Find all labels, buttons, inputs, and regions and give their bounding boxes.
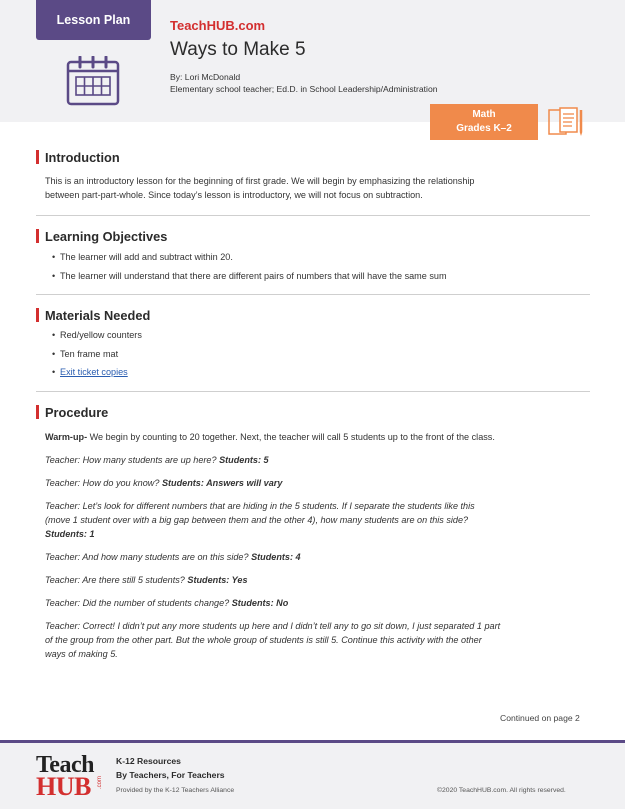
- warmup-paragraph: [36, 430, 590, 444]
- footer: [0, 740, 625, 809]
- materials-list: [36, 328, 590, 384]
- student-line: Students: 4: [248, 552, 301, 562]
- introduction-text: [36, 174, 590, 202]
- materials-heading: [36, 307, 590, 323]
- introduction-section: [36, 149, 590, 202]
- section-marker: [36, 150, 39, 164]
- subject-badge: [430, 104, 538, 140]
- student-line: Students: No: [229, 598, 289, 608]
- list-item: • Ten frame mat: [52, 347, 590, 366]
- dialogue-line: [36, 573, 590, 587]
- logo-hub: HUB: [36, 772, 91, 801]
- subject-label: Math: [472, 109, 496, 120]
- divider: [36, 294, 590, 295]
- footer-provider: Provided by the K-12 Teachers Alliance: [116, 787, 235, 794]
- teacher-line: (move 1 student over with a big gap between them and the other 4), how many students are on this side?: [45, 515, 469, 525]
- author: By: Lori McDonald: [170, 72, 241, 82]
- section-marker: [36, 308, 39, 322]
- teacher-line: Teacher: How do you know?: [45, 478, 160, 488]
- logo-com: .com: [97, 776, 103, 790]
- byline: [170, 71, 438, 95]
- warmup-text: We begin by counting to 20 together. Next, the teacher will call 5 students up to the front of the class.: [87, 432, 495, 442]
- logo-teach: Teach: [36, 752, 94, 778]
- teacher-line: of the group from the other part. But the whole group of students is still 5. Continue this activity with the other: [45, 635, 482, 645]
- student-line: Students: 5: [216, 455, 269, 465]
- procedure-section: [36, 404, 590, 661]
- credentials: Elementary school teacher; Ed.D. in School Leadership/Administration: [170, 84, 438, 94]
- introduction-title: Introduction: [45, 149, 120, 165]
- teacher-line: Teacher: Did the number of students change?: [45, 598, 230, 608]
- objectives-title: Learning Objectives: [45, 228, 168, 244]
- teachhub-logo: [36, 752, 104, 802]
- dialogue-line: [36, 453, 590, 467]
- objectives-list: [36, 250, 590, 287]
- teacher-line: Teacher: Correct! I didn’t put any more students up here and I didn’t tell any to go sit down, I just separated 1 part: [45, 621, 501, 631]
- calendar-icon: [66, 56, 120, 106]
- teacher-line: Teacher: How many students are up here?: [45, 455, 217, 465]
- list-item: [52, 365, 590, 384]
- warmup-label: Warm-up-: [45, 432, 88, 442]
- dialogue-block: [36, 499, 590, 541]
- section-marker: [36, 229, 39, 243]
- grades-label: Grades K–2: [456, 123, 512, 134]
- materials-section: [36, 307, 590, 384]
- footer-tagline: By Teachers, For Teachers: [116, 770, 225, 780]
- dialogue-line: [36, 476, 590, 490]
- student-line: Students: Yes: [184, 575, 248, 585]
- divider: [36, 215, 590, 216]
- list-item: • The learner will understand that there are different pairs of numbers that will have the same sum: [52, 269, 590, 288]
- footer-tagline: K-12 Resources: [116, 756, 181, 766]
- list-item: • The learner will add and subtract within 20.: [52, 250, 590, 269]
- worksheet-icon: [546, 106, 586, 138]
- copyright: ©2020 TeachHUB.com. All rights reserved.: [437, 787, 566, 794]
- list-item: • Red/yellow counters: [52, 328, 590, 347]
- dialogue-line: [36, 550, 590, 564]
- page-title: Ways to Make 5: [170, 39, 306, 60]
- lesson-plan-tab: Lesson Plan: [36, 0, 151, 40]
- teacher-line: Teacher: Are there still 5 students?: [45, 575, 185, 585]
- dialogue-block: [36, 619, 590, 661]
- introduction-line: This is an introductory lesson for the beginning of first grade. We will begin by emphasizing the relationship: [45, 176, 475, 186]
- introduction-heading: [36, 149, 590, 165]
- teacher-line: Teacher: Let’s look for different numbers that are hiding in the 5 students. If I separate the students like this: [45, 501, 475, 511]
- student-line: Students: Answers will vary: [159, 478, 283, 488]
- introduction-line: between part-part-whole. Since today’s lesson is introductory, we will not focus on subtraction.: [45, 190, 423, 200]
- materials-title: Materials Needed: [45, 307, 151, 323]
- teacher-line: Teacher: And how many students are on this side?: [45, 552, 249, 562]
- student-line: Students: 1: [45, 529, 95, 539]
- exit-ticket-link[interactable]: Exit ticket copies: [60, 367, 128, 377]
- teacher-line: ways of making 5.: [45, 649, 118, 659]
- dialogue-line: [36, 596, 590, 610]
- procedure-title: Procedure: [45, 404, 109, 420]
- objectives-heading: [36, 228, 590, 244]
- objectives-section: [36, 228, 590, 287]
- section-marker: [36, 405, 39, 419]
- brand-name: TeachHUB.com: [170, 18, 266, 33]
- continued-note: Continued on page 2: [500, 713, 580, 723]
- divider: [36, 391, 590, 392]
- procedure-heading: [36, 404, 590, 420]
